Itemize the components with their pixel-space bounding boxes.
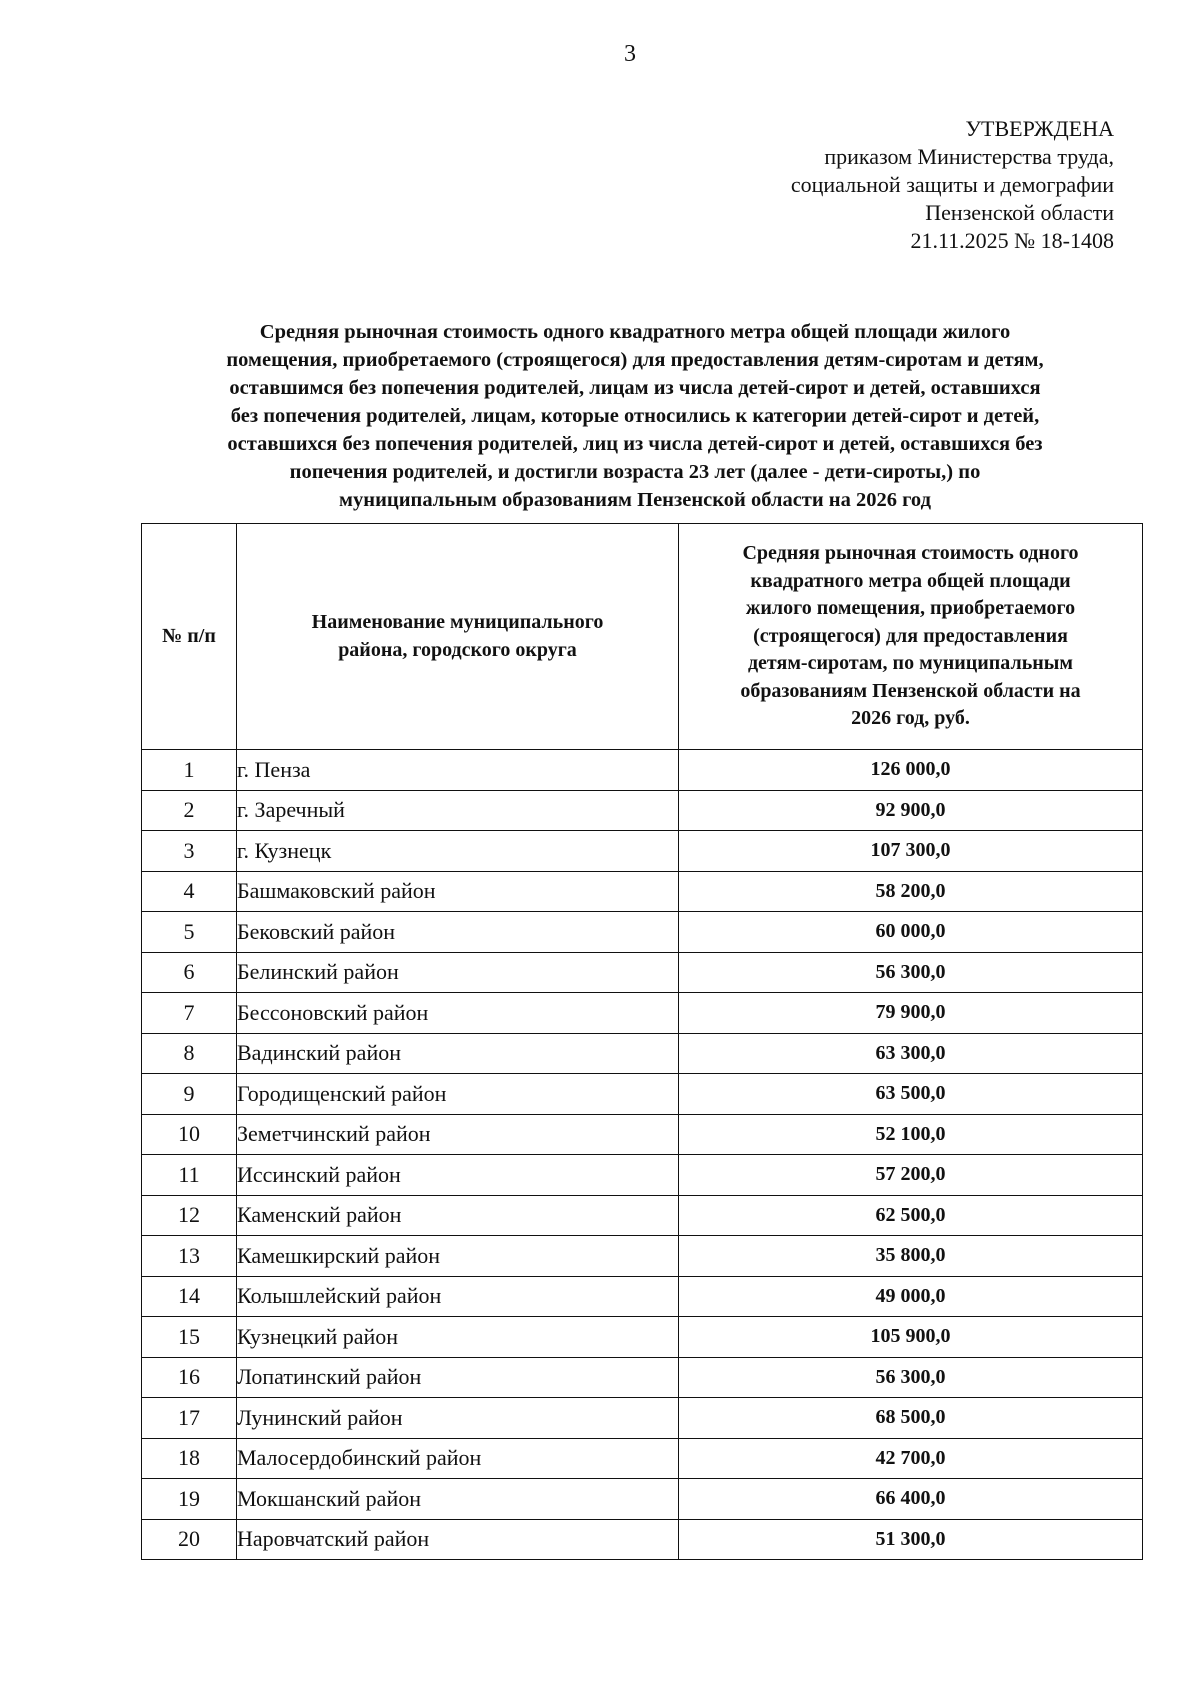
row-num: 12 — [142, 1195, 237, 1236]
row-value: 66 400,0 — [679, 1479, 1143, 1520]
row-value: 105 900,0 — [679, 1317, 1143, 1358]
row-name: Бессоновский район — [237, 993, 679, 1034]
row-value: 63 300,0 — [679, 1033, 1143, 1074]
row-name: Каменский район — [237, 1195, 679, 1236]
header-value — [679, 524, 1143, 750]
cost-table — [141, 523, 1143, 1560]
title-line: оставшимся без попечения родителей, лицам из числа детей-сирот и детей, оставшихся — [229, 377, 1041, 399]
row-num: 9 — [142, 1074, 237, 1115]
table-row — [142, 1317, 1143, 1358]
row-value: 63 500,0 — [679, 1074, 1143, 1115]
row-name: Белинский район — [237, 952, 679, 993]
row-num: 7 — [142, 993, 237, 1034]
row-value: 42 700,0 — [679, 1438, 1143, 1479]
table-row — [142, 1074, 1143, 1115]
title-line: Средняя рыночная стоимость одного квадратного метра общей площади жилого — [259, 321, 1011, 343]
row-name: Малосердобинский район — [237, 1438, 679, 1479]
row-value: 60 000,0 — [679, 912, 1143, 953]
header-value-line: жилого помещения, приобретаемого — [745, 597, 1076, 620]
table-row — [142, 1519, 1143, 1560]
table-row — [142, 831, 1143, 872]
row-value: 68 500,0 — [679, 1398, 1143, 1439]
row-num: 8 — [142, 1033, 237, 1074]
title-line: муниципальным образованиям Пензенской области на 2026 год — [339, 489, 931, 511]
row-value: 35 800,0 — [679, 1236, 1143, 1277]
approval-line: приказом Министерства труда, — [824, 144, 1114, 169]
table-row — [142, 912, 1143, 953]
row-num: 19 — [142, 1479, 237, 1520]
row-value: 126 000,0 — [679, 750, 1143, 791]
page-number: 3 — [624, 41, 636, 67]
row-name: Лунинский район — [237, 1398, 679, 1439]
row-name: Наровчатский район — [237, 1519, 679, 1560]
title-line: попечения родителей, и достигли возраста 23 лет (далее - дети-сироты,) по — [289, 461, 981, 483]
title-line: без попечения родителей, лицам, которые относились к категории детей-сирот и детей, — [230, 405, 1040, 427]
row-name: Бековский район — [237, 912, 679, 953]
row-name: Мокшанский район — [237, 1479, 679, 1520]
row-num: 5 — [142, 912, 237, 953]
table-row — [142, 1276, 1143, 1317]
header-name-line: Наименование муниципального — [311, 611, 604, 633]
row-num: 17 — [142, 1398, 237, 1439]
row-value: 52 100,0 — [679, 1114, 1143, 1155]
row-num: 15 — [142, 1317, 237, 1358]
row-name: Камешкирский район — [237, 1236, 679, 1277]
row-name: г. Пенза — [237, 750, 679, 791]
row-name: г. Кузнецк — [237, 831, 679, 872]
row-num: 1 — [142, 750, 237, 791]
row-name: Башмаковский район — [237, 871, 679, 912]
row-name: г. Заречный — [237, 790, 679, 831]
row-num: 6 — [142, 952, 237, 993]
header-value-line: Средняя рыночная стоимость одного — [742, 542, 1079, 565]
table-row — [142, 750, 1143, 791]
table-row — [142, 1438, 1143, 1479]
table-row — [142, 1398, 1143, 1439]
table-row — [142, 1033, 1143, 1074]
row-value: 56 300,0 — [679, 952, 1143, 993]
header-name-line: района, городского округа — [338, 638, 577, 661]
row-num: 3 — [142, 831, 237, 872]
row-value: 58 200,0 — [679, 871, 1143, 912]
row-name: Кузнецкий район — [237, 1317, 679, 1358]
row-value: 57 200,0 — [679, 1155, 1143, 1196]
header-value-line: образованиям Пензенской области на — [740, 679, 1081, 702]
table-row — [142, 790, 1143, 831]
row-value: 92 900,0 — [679, 790, 1143, 831]
table-row — [142, 1479, 1143, 1520]
row-num: 13 — [142, 1236, 237, 1277]
table-row — [142, 1236, 1143, 1277]
header-value-line: детям-сиротам, по муниципальным — [747, 652, 1074, 675]
row-name: Вадинский район — [237, 1033, 679, 1074]
table-row — [142, 993, 1143, 1034]
header-num: № п/п — [142, 524, 237, 750]
row-num: 11 — [142, 1155, 237, 1196]
header-value-line: (строящегося) для предоставления — [753, 624, 1068, 647]
approval-block — [791, 115, 1114, 255]
table-row — [142, 871, 1143, 912]
row-num: 2 — [142, 790, 237, 831]
table-header-row — [142, 524, 1143, 750]
row-name: Иссинский район — [237, 1155, 679, 1196]
row-name: Колышлейский район — [237, 1276, 679, 1317]
row-value: 49 000,0 — [679, 1276, 1143, 1317]
header-value-line: 2026 год, руб. — [851, 707, 970, 730]
approval-line: Пензенской области — [925, 200, 1114, 225]
row-name: Земетчинский район — [237, 1114, 679, 1155]
row-num: 10 — [142, 1114, 237, 1155]
header-value-line: квадратного метра общей площади — [750, 569, 1071, 592]
row-num: 20 — [142, 1519, 237, 1560]
row-num: 14 — [142, 1276, 237, 1317]
title-line: оставшихся без попечения родителей, лиц из числа детей-сирот и детей, оставшихся без — [227, 433, 1043, 455]
row-num: 4 — [142, 871, 237, 912]
row-value: 51 300,0 — [679, 1519, 1143, 1560]
table-row — [142, 1114, 1143, 1155]
approval-line: социальной защиты и демографии — [790, 172, 1114, 197]
title-line: помещения, приобретаемого (строящегося) для предоставления детям-сиротам и детям, — [226, 349, 1044, 371]
table-row — [142, 1357, 1143, 1398]
row-num: 16 — [142, 1357, 237, 1398]
row-num: 18 — [142, 1438, 237, 1479]
row-value: 56 300,0 — [679, 1357, 1143, 1398]
table-row — [142, 1195, 1143, 1236]
table-row — [142, 952, 1143, 993]
row-value: 107 300,0 — [679, 831, 1143, 872]
document-title — [140, 318, 1130, 514]
table-row — [142, 1155, 1143, 1196]
row-value: 79 900,0 — [679, 993, 1143, 1034]
row-name: Лопатинский район — [237, 1357, 679, 1398]
row-value: 62 500,0 — [679, 1195, 1143, 1236]
row-name: Городищенский район — [237, 1074, 679, 1115]
approval-line: УТВЕРЖДЕНА — [965, 116, 1114, 141]
approval-date-number: 21.11.2025 № 18-1408 — [910, 228, 1114, 253]
header-name — [237, 524, 679, 750]
